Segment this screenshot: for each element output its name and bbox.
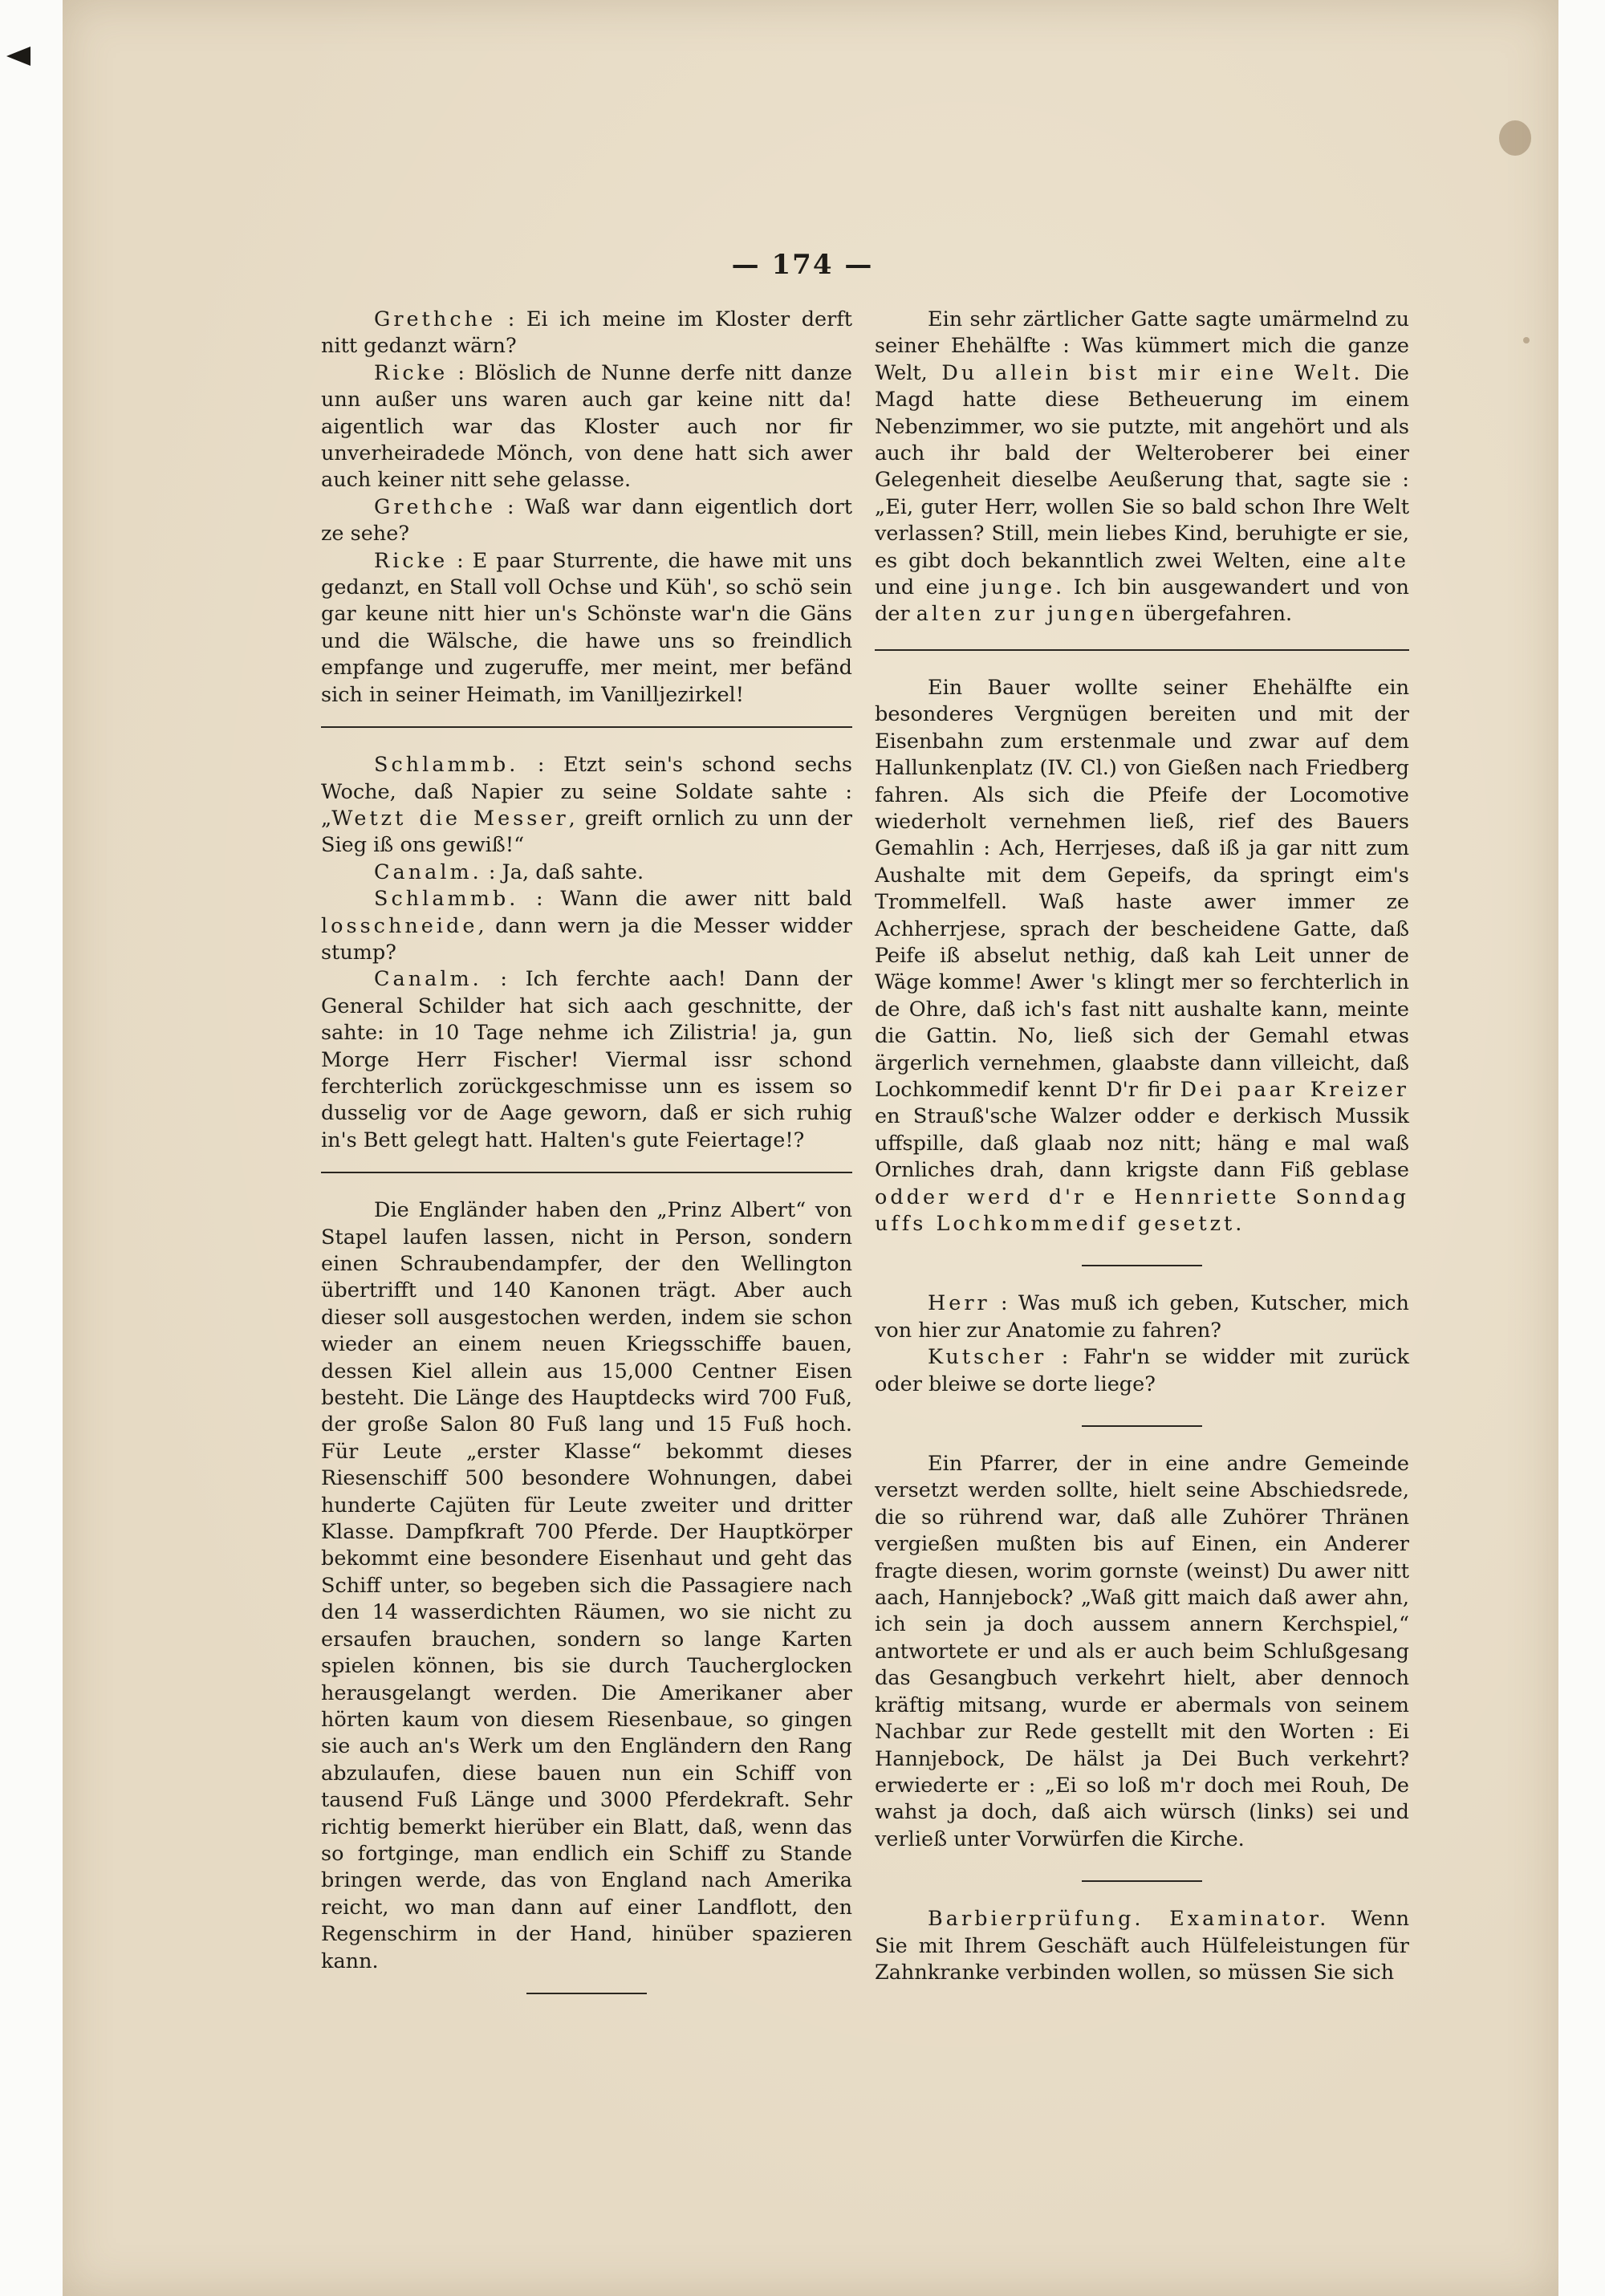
speaker-name: Schlammb. bbox=[374, 887, 519, 912]
stain-2 bbox=[1523, 337, 1530, 343]
dialogue-line bbox=[321, 360, 852, 494]
article-prinz-albert: Die Engländer haben den „Prinz Albert“ von Stapel laufen lassen, nicht in Person, sondern einen Schraubendampfer, der den Wellington übertrifft und 140 Kanonen trägt. Aber auch dieser soll ausgestochen werden, indem sie schon wieder an einem neuen Kriegsschiffe bauen, dessen Kiel allein aus 15,000 Centner Eisen besteht. Die Länge des Hauptdecks wird 700 Fuß, der große Salon 80 Fuß lang und 15 Fuß hoch. Für Leute „erster Klasse“ bekommt dieses Riesenschiff 500 besondere Wohnungen, dabei hunderte Cajüten für Leute zweiter und dritter Klasse. Dampfkraft 700 Pferde. Der Hauptkörper bekommt eine besondere Eisenhaut und geht das Schiff unter, so begeben sich die Passagiere nach den 14 wasserdichten Räumen, wo sie nicht zu ersaufen brauchen, sondern so lange Karten spielen können, bis sie durch Taucherglocken herausgelangt werden. Die Amerikaner aber hörten kaum von diesem Riesenbaue, so gingen sie auch an's Werk um den Engländern den Rang abzulaufen, diese bauen nun ein Schiff von tausend Fuß Länge und 3000 Pferdekraft. Sehr richtig bemerkt hierüber ein Blatt, daß, wenn das so fortginge, man endlich ein Schiff zu Stande bringen werde, das von England nach Amerika reicht, wo man dann auf einer Landflott, den Regenschirm in der Hand, hinüber spazieren kann. bbox=[321, 1198, 852, 1973]
line-text: : Fahr'n se widder mit zurück oder bleiwe se dorte liege? bbox=[875, 1345, 1409, 1396]
text-run: Ein Bauer wollte seiner Ehehälfte ein besonderes Vergnügen bereiten und mit der Eisenbahn zum erstenmale und zwar auf dem Hallunkenplatz (IV. Cl.) von Gießen nach Friedberg fahren. Als sich die Pfeife der Locomotive wiederholt vernehmen ließ, rief des Bauers Gemahlin : Ach, Herrjeses, daß iß ja gar nitt zum Aushalte mit dem Gepeifs, da springt eim's Trommelfell. Waß haste awer immer ze Achherrjese, sprach der bescheidene Gatte, daß Peife iß abselut nethig, daß kah Leit unner de Wäge komme! Awer 's klingt mer so ferchterlich in de Ohre, daß ich's fast nitt aushalte kann, meinte die Gattin. No, ließ sich der Gemahl etwas ärgerlich vernehmen, glaabste dann villeicht, daß Lochkommedif kennt D'r fir bbox=[875, 675, 1409, 1102]
spaced-phrase: losschneide bbox=[321, 913, 478, 938]
spaced-phrase: Du allein bist mir eine Welt bbox=[941, 360, 1354, 385]
anecdote-barbierpruefung bbox=[875, 1906, 1409, 1986]
short-divider bbox=[1082, 1265, 1202, 1266]
line-text: : Was muß ich geben, Kutscher, mich von hier zur Anatomie zu fahren? bbox=[875, 1291, 1409, 1343]
line-text: : Wann die awer nitt bald bbox=[536, 887, 853, 912]
dialogue-line bbox=[875, 1290, 1409, 1344]
speaker-name: Canalm. bbox=[374, 967, 482, 992]
dialogue-line bbox=[321, 966, 852, 1154]
line-text: : Etzt sein's schond sechs Woche, daß Napier zu seine Soldate sahte : „ bbox=[321, 753, 852, 831]
speaker-name: Grethche bbox=[374, 307, 497, 331]
speaker-name: Schlammb. bbox=[374, 753, 519, 778]
line-text: : Ja, daß sahte. bbox=[488, 859, 644, 884]
spaced-phrase: junge bbox=[981, 575, 1056, 600]
dialogue-schlammb-canalm bbox=[321, 752, 852, 1154]
speaker-name: Kutscher bbox=[928, 1345, 1047, 1370]
dialogue-herr-kutscher bbox=[875, 1290, 1409, 1398]
anecdote-bauer-eisenbahn bbox=[875, 675, 1409, 1238]
dialogue-line bbox=[875, 1344, 1409, 1398]
section-divider bbox=[321, 726, 852, 728]
right-column bbox=[875, 307, 1409, 1986]
anecdote-pfarrer: Ein Pfarrer, der in eine andre Gemeinde versetzt werden sollte, hielt seine Abschiedsrede, die so rührend war, daß alle Zuhörer Thränen vergießen mußten bis auf Einen, ein Anderer fragte diesen, worim gornste (weinst) Du awer nitt aach, Hannjebock? „Waß gitt maich daß awer ahn, ich sein ja doch aussem annern Kerchspiel,“ antwortete er und als er auch beim Schlußgesang das Gesangbuch verkehrt hielt, aber dennoch kräftig mitsang, wurde er abermals von seinem Nachbar zur Rede gestellt mit den Worten : Ei Hannjebock, De hälst ja Dei Buch verkehrt? erwiederte er : „Ei so loß m'r doch mei Rouh, De wahst ja doch, daß aich würsch (links) sei und verließ unter Vorwürfen die Kirche. bbox=[875, 1452, 1409, 1851]
anecdote-zaertlicher-gatte bbox=[875, 307, 1409, 628]
text-run: . Ich bin ausgewandert und von der bbox=[875, 575, 1409, 627]
dialogue-line bbox=[321, 886, 852, 966]
stain-1 bbox=[1499, 120, 1531, 156]
spaced-phrase: Dei paar Kreizer bbox=[1180, 1077, 1409, 1102]
line-text: : Blöslich de Nunne derfe nitt danze unn außer uns waren auch gar keine nitt da! aigentlich war das Kloster auch nor fir unverheiradede Mönch, von dene hatt sich awer auch keiner nitt sehe gelasse. bbox=[321, 360, 853, 493]
spaced-phrase: Barbierprüfung. Examinator. bbox=[928, 1907, 1330, 1932]
text-run: Ein sehr zärtlicher Gatte sagte umärmelnd zu seiner Ehehälfte : Was kümmert mich die ganze Welt, bbox=[875, 307, 1409, 385]
spaced-phrase: odder werd d'r e Hennriette Sonndag uffs Lochkommedif gesetzt bbox=[875, 1185, 1409, 1236]
dialogue-line bbox=[321, 548, 852, 709]
speaker-name: Ricke bbox=[374, 548, 449, 573]
speaker-name: Ricke bbox=[374, 360, 449, 385]
line-text: , dann wern ja die Messer widder stump? bbox=[321, 913, 852, 965]
text-run: Wenn Sie mit Ihrem Geschäft auch Hülfeleistungen für Zahnkranke verbinden wollen, so müssen Sie sich bbox=[875, 1907, 1409, 1985]
spaced-phrase: Wetzt die Messer bbox=[331, 806, 569, 831]
speaker-name: Canalm. bbox=[374, 859, 482, 884]
dialogue-grethche-ricke bbox=[321, 307, 852, 709]
speaker-name: Herr bbox=[928, 1291, 990, 1316]
text-run: und eine bbox=[875, 575, 981, 600]
line-text: : Ich ferchte aach! Dann der General Schilder hat sich aach geschnitte, der sahte: in 10 Tage nehme ich Zilistria! ja, gun Morge Herr Fischer! Viermal issr schond ferchterlich zorückgeschmisse unn es issem so dusselig vor de Aage geworn, daß er sich ruhig in's Bett gelegt hatt. Halten's gute Feiertage!? bbox=[321, 967, 852, 1152]
line-text: : Ei ich meine im Kloster derft nitt gedanzt wärn? bbox=[321, 307, 852, 359]
short-divider bbox=[1082, 1880, 1202, 1882]
text-run: . Die Magd hatte diese Betheuerung im einem Nebenzimmer, wo sie putzte, mit angehört und als auch ihr bald der Welteroberer bei einer Gelegenheit dieselbe Aeußerung that, sagte sie : „Ei, guter Herr, wollen Sie so bald schon Ihre Welt verlassen? Still, mein liebes Kind, beruhigte er sie, es gibt doch bekanntlich zwei Welten, eine bbox=[875, 360, 1409, 573]
dialogue-line bbox=[321, 307, 852, 360]
spaced-phrase: alte bbox=[1357, 548, 1409, 573]
text-run: en Strauß'sche Walzer odder e derkisch Mussik uffspille, daß glaab noz nitt; häng e mal waß Ornliches drah, dann krigste dann Fiß geblase bbox=[875, 1104, 1409, 1183]
speaker-name: Grethche bbox=[374, 494, 497, 519]
short-divider bbox=[1082, 1425, 1202, 1427]
dialogue-line bbox=[321, 859, 852, 886]
line-text: : E paar Sturrente, die hawe mit uns gedanzt, en Stall voll Ochse und Küh', so schö sein gar keune nitt hier un's Schönste war'n die Gäns und die Wälsche, die hawe uns so freindlich empfange und zugeruffe, mer meint, mer befänd sich in seiner Heimath, im Vanilljezirkel! bbox=[321, 548, 852, 707]
line-text: , greift ornlich zu unn der Sieg iß ons gewiß!“ bbox=[321, 806, 852, 858]
text-run: . bbox=[1235, 1212, 1242, 1236]
section-divider bbox=[321, 1172, 852, 1173]
short-divider bbox=[526, 1993, 647, 1994]
section-divider bbox=[875, 649, 1409, 651]
spaced-phrase: alten zur jungen bbox=[916, 602, 1138, 627]
left-column bbox=[321, 307, 852, 2010]
line-text: : Waß war dann eigentlich dort ze sehe? bbox=[321, 494, 853, 547]
page-number: — 174 — bbox=[731, 249, 874, 281]
text-run: übergefahren. bbox=[1137, 602, 1293, 627]
dialogue-line bbox=[321, 752, 852, 859]
arrow-left-icon bbox=[6, 47, 30, 66]
dialogue-line bbox=[321, 494, 852, 548]
